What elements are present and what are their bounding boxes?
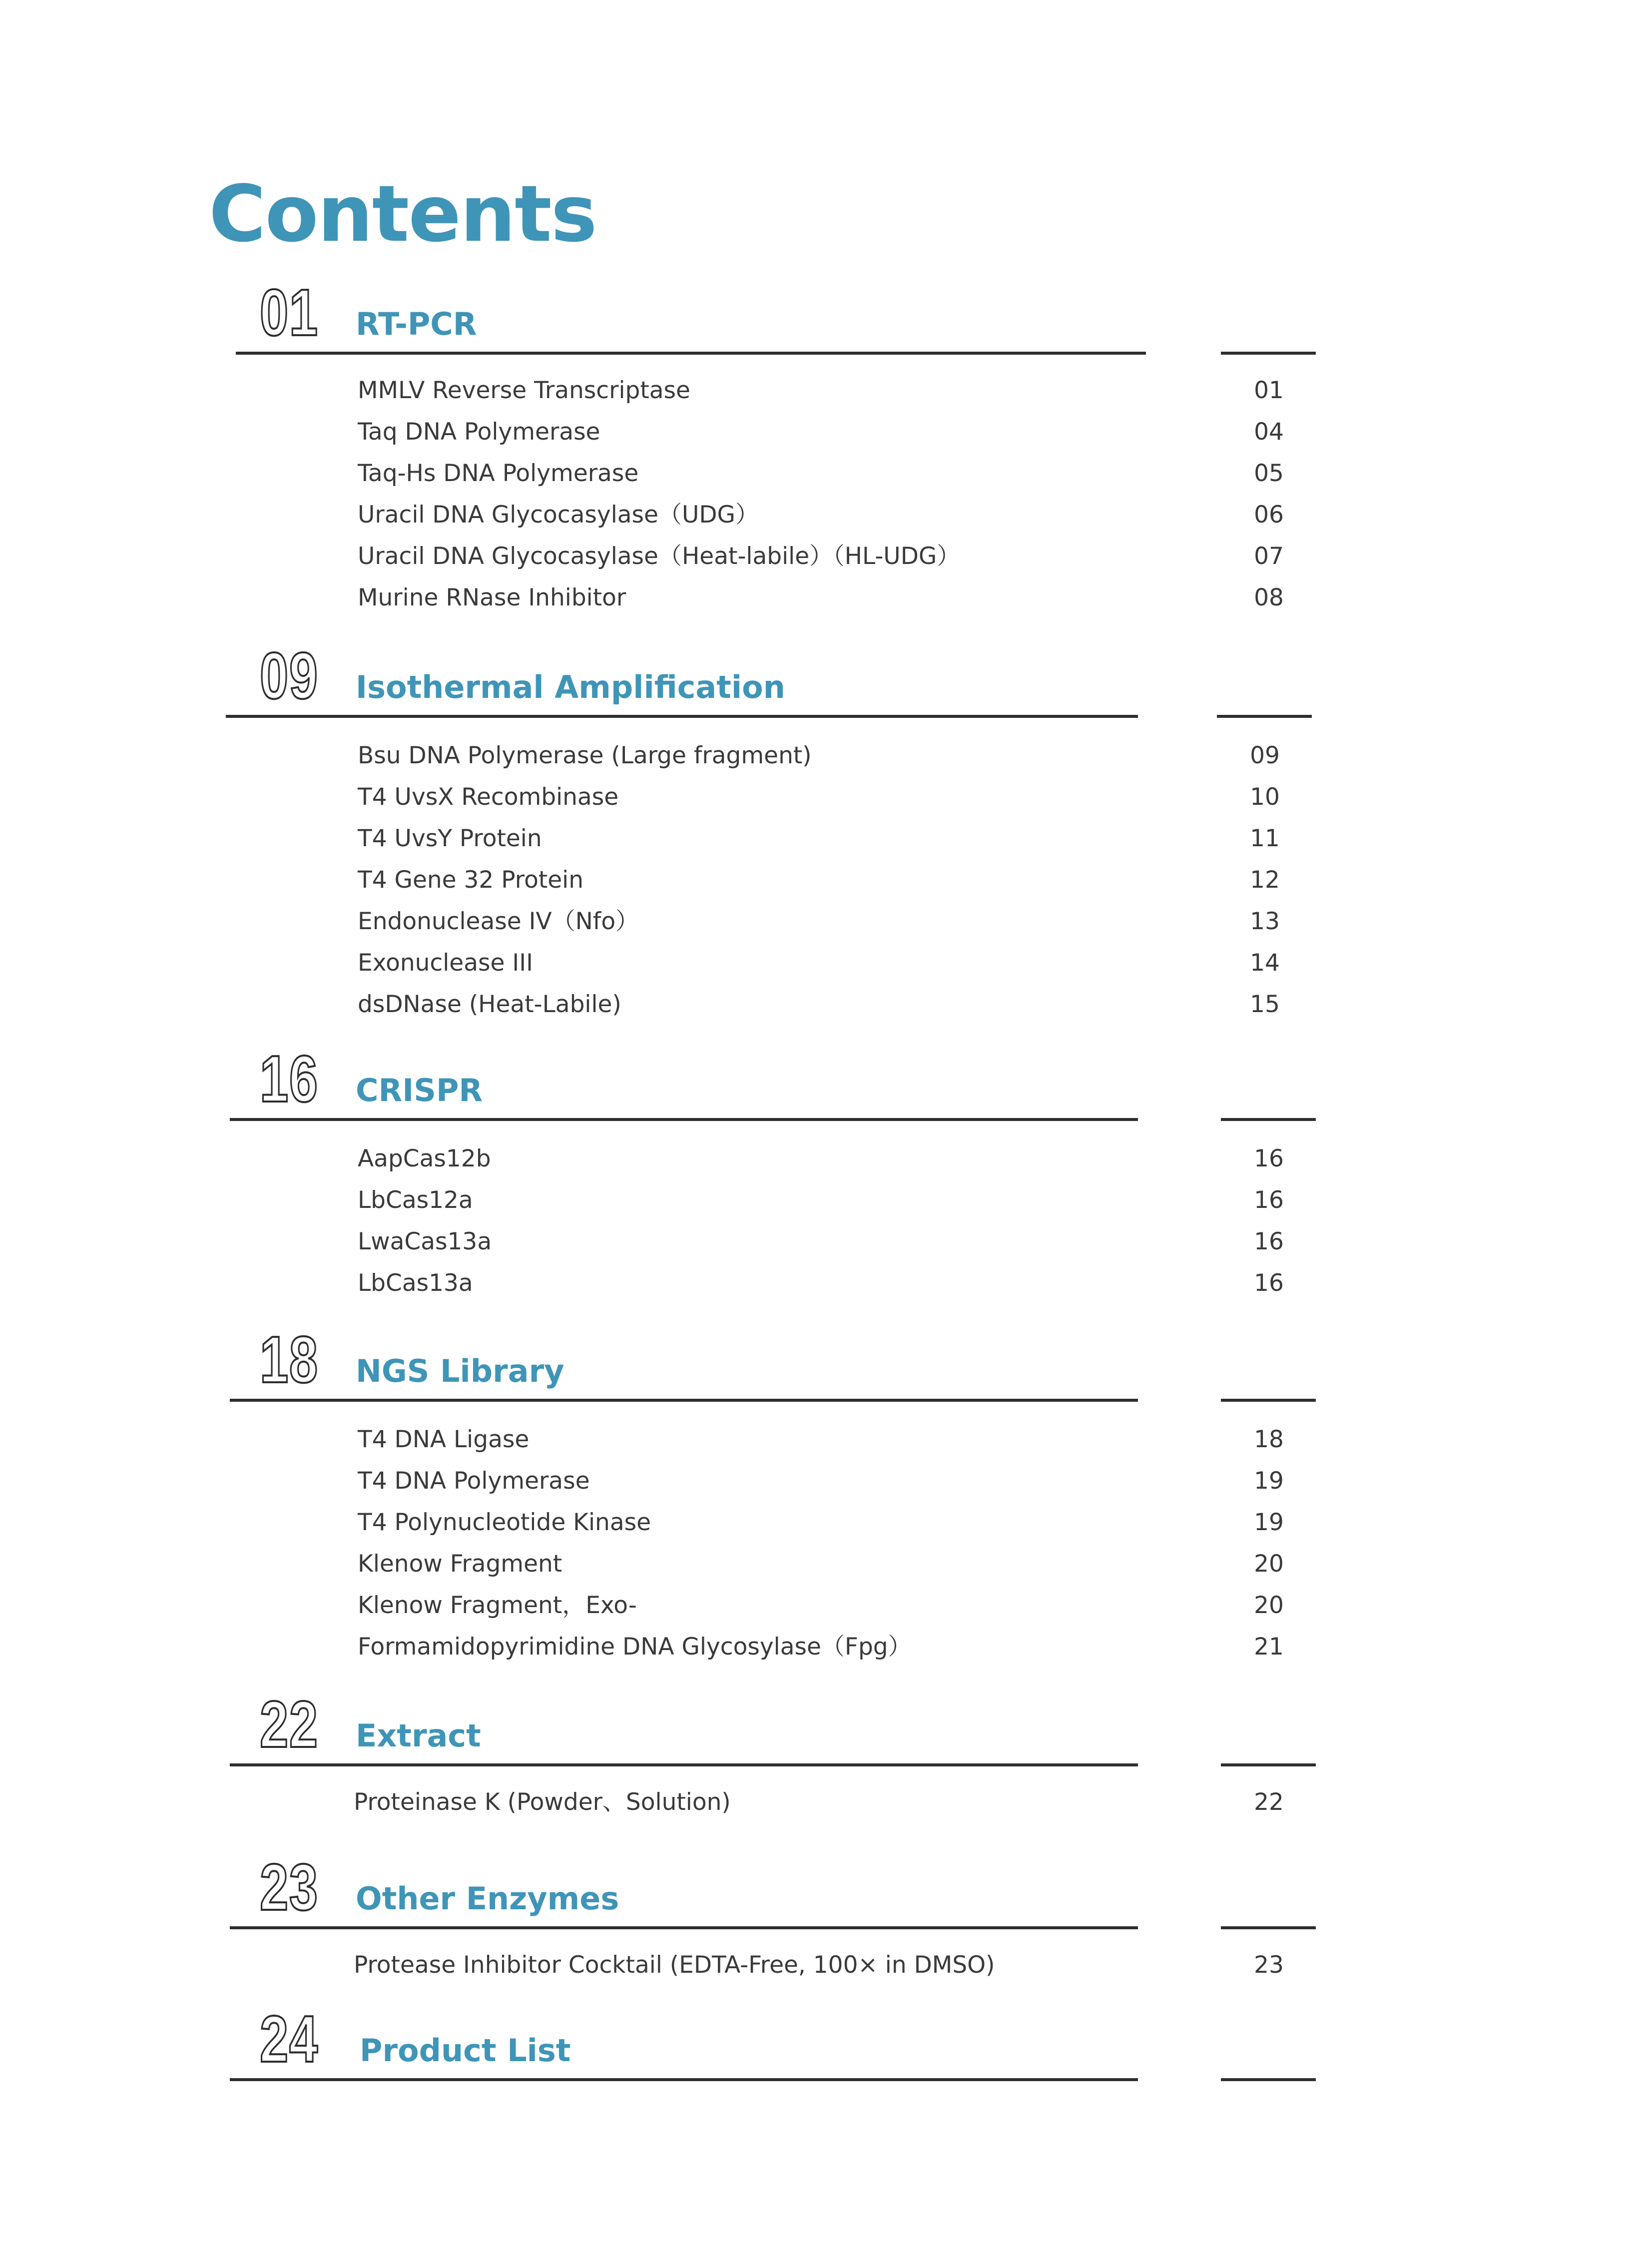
- section-rule: [230, 2078, 1138, 2081]
- entry-name: Proteinase K (Powder、Solution): [354, 1788, 731, 1816]
- entry-name: Taq-Hs DNA Polymerase: [358, 460, 639, 487]
- toc-entry[interactable]: [0, 1138, 1652, 1180]
- entry-name: T4 UvsX Recombinase: [358, 783, 619, 811]
- entry-page: 01: [1254, 377, 1284, 404]
- toc-entry[interactable]: [0, 453, 1652, 495]
- entry-page: 16: [1254, 1145, 1284, 1172]
- toc-entry[interactable]: [0, 1502, 1652, 1544]
- entry-name: MMLV Reverse Transcriptase: [358, 377, 690, 404]
- section-title[interactable]: RT-PCR: [356, 306, 477, 342]
- page-column-rule: [1221, 1926, 1316, 1929]
- page-column-rule: [1221, 1118, 1316, 1121]
- entry-name: Formamidopyrimidine DNA Glycosylase（Fpg）: [358, 1633, 912, 1661]
- entry-page: 16: [1254, 1228, 1284, 1255]
- entry-name: Klenow Fragment，Exo-: [358, 1592, 637, 1619]
- toc-entry[interactable]: [0, 411, 1652, 453]
- toc-entry[interactable]: [0, 776, 1652, 818]
- page-column-rule: [1221, 352, 1316, 355]
- entry-name: Klenow Fragment: [358, 1550, 562, 1578]
- toc-entry[interactable]: [0, 1460, 1652, 1502]
- entry-name: T4 UvsY Protein: [358, 825, 542, 852]
- toc-entry[interactable]: [0, 1626, 1652, 1668]
- toc-entry[interactable]: [0, 735, 1652, 777]
- toc-entry[interactable]: [0, 1944, 1652, 1986]
- entry-name: AapCas12b: [358, 1145, 491, 1172]
- section-rule: [230, 1118, 1138, 1121]
- entry-name: LbCas12a: [358, 1186, 473, 1214]
- entry-page: 12: [1250, 866, 1280, 894]
- section-number: 22: [260, 1687, 319, 1761]
- entry-page: 13: [1250, 908, 1280, 935]
- toc-entry[interactable]: [0, 1221, 1652, 1263]
- section-number: 09: [260, 639, 319, 712]
- entry-name: T4 Gene 32 Protein: [358, 866, 584, 894]
- toc-entry[interactable]: [0, 536, 1652, 577]
- toc-entry[interactable]: [0, 1543, 1652, 1585]
- entry-page: 10: [1250, 783, 1280, 811]
- entry-page: 05: [1254, 460, 1284, 487]
- entry-name: Uracil DNA Glycocasylase（UDG）: [358, 501, 759, 529]
- entry-name: dsDNase (Heat-Labile): [358, 991, 621, 1018]
- section-rule: [236, 352, 1146, 355]
- entry-name: Endonuclease IV（Nfo）: [358, 908, 639, 935]
- section-rule: [230, 1763, 1138, 1766]
- entry-page: 04: [1254, 418, 1284, 446]
- section-number: 18: [260, 1323, 319, 1396]
- entry-page: 21: [1254, 1633, 1284, 1661]
- entry-page: 18: [1254, 1426, 1284, 1453]
- section-title[interactable]: Extract: [356, 1717, 481, 1754]
- toc-entry[interactable]: [0, 494, 1652, 536]
- entry-page: 16: [1254, 1186, 1284, 1214]
- entry-name: Exonuclease III: [358, 949, 533, 977]
- section-number: 23: [260, 1850, 319, 1924]
- section-number: 01: [260, 276, 319, 349]
- section-number: 24: [260, 2002, 319, 2076]
- toc-entry[interactable]: [0, 984, 1652, 1026]
- section-rule: [230, 1399, 1138, 1402]
- toc-entry[interactable]: [0, 1419, 1652, 1461]
- page-column-rule: [1221, 1763, 1316, 1766]
- entry-name: Bsu DNA Polymerase (Large fragment): [358, 742, 812, 769]
- toc-entry[interactable]: [0, 1262, 1652, 1304]
- entry-page: 22: [1254, 1788, 1284, 1816]
- toc-entry[interactable]: [0, 1781, 1652, 1823]
- entry-name: T4 Polynucleotide Kinase: [358, 1509, 651, 1536]
- toc-entry[interactable]: [0, 901, 1652, 943]
- toc-entry[interactable]: [0, 859, 1652, 901]
- page-column-rule: [1221, 2078, 1316, 2081]
- entry-page: 19: [1254, 1509, 1284, 1536]
- entry-name: Taq DNA Polymerase: [358, 418, 600, 446]
- toc-entry[interactable]: [0, 370, 1652, 412]
- page-column-rule: [1217, 715, 1312, 718]
- entry-name: LwaCas13a: [358, 1228, 492, 1255]
- entry-page: 08: [1254, 584, 1284, 611]
- entry-name: Uracil DNA Glycocasylase（Heat-labile）（HL-UDG）: [358, 543, 961, 570]
- entry-page: 19: [1254, 1467, 1284, 1495]
- entry-page: 09: [1250, 742, 1280, 769]
- page-column-rule: [1221, 1399, 1316, 1402]
- entry-page: 06: [1254, 501, 1284, 529]
- entry-page: 07: [1254, 543, 1284, 570]
- page-title: Contents: [209, 168, 596, 259]
- section-rule: [230, 1926, 1138, 1929]
- section-title[interactable]: Isothermal Amplification: [356, 669, 785, 705]
- entry-page: 15: [1250, 991, 1280, 1018]
- toc-entry[interactable]: [0, 1179, 1652, 1221]
- section-title[interactable]: Product List: [360, 2032, 571, 2069]
- entry-page: 20: [1254, 1550, 1284, 1578]
- section-rule: [226, 715, 1138, 718]
- toc-entry[interactable]: [0, 577, 1652, 619]
- toc-entry[interactable]: [0, 818, 1652, 860]
- entry-page: 23: [1254, 1951, 1284, 1979]
- entry-page: 11: [1250, 825, 1280, 852]
- entry-page: 14: [1250, 949, 1280, 977]
- entry-name: Murine RNase Inhibitor: [358, 584, 626, 611]
- entry-name: LbCas13a: [358, 1269, 473, 1297]
- entry-name: T4 DNA Ligase: [358, 1426, 530, 1453]
- section-number: 16: [260, 1042, 319, 1116]
- section-title[interactable]: Other Enzymes: [356, 1880, 619, 1917]
- entry-name: Protease Inhibitor Cocktail (EDTA-Free, 100× in DMSO): [354, 1951, 995, 1979]
- entry-page: 16: [1254, 1269, 1284, 1297]
- section-title[interactable]: CRISPR: [356, 1072, 483, 1109]
- section-title[interactable]: NGS Library: [356, 1353, 564, 1389]
- entry-name: T4 DNA Polymerase: [358, 1467, 590, 1495]
- toc-entry[interactable]: [0, 942, 1652, 984]
- toc-entry[interactable]: [0, 1585, 1652, 1627]
- entry-page: 20: [1254, 1592, 1284, 1619]
